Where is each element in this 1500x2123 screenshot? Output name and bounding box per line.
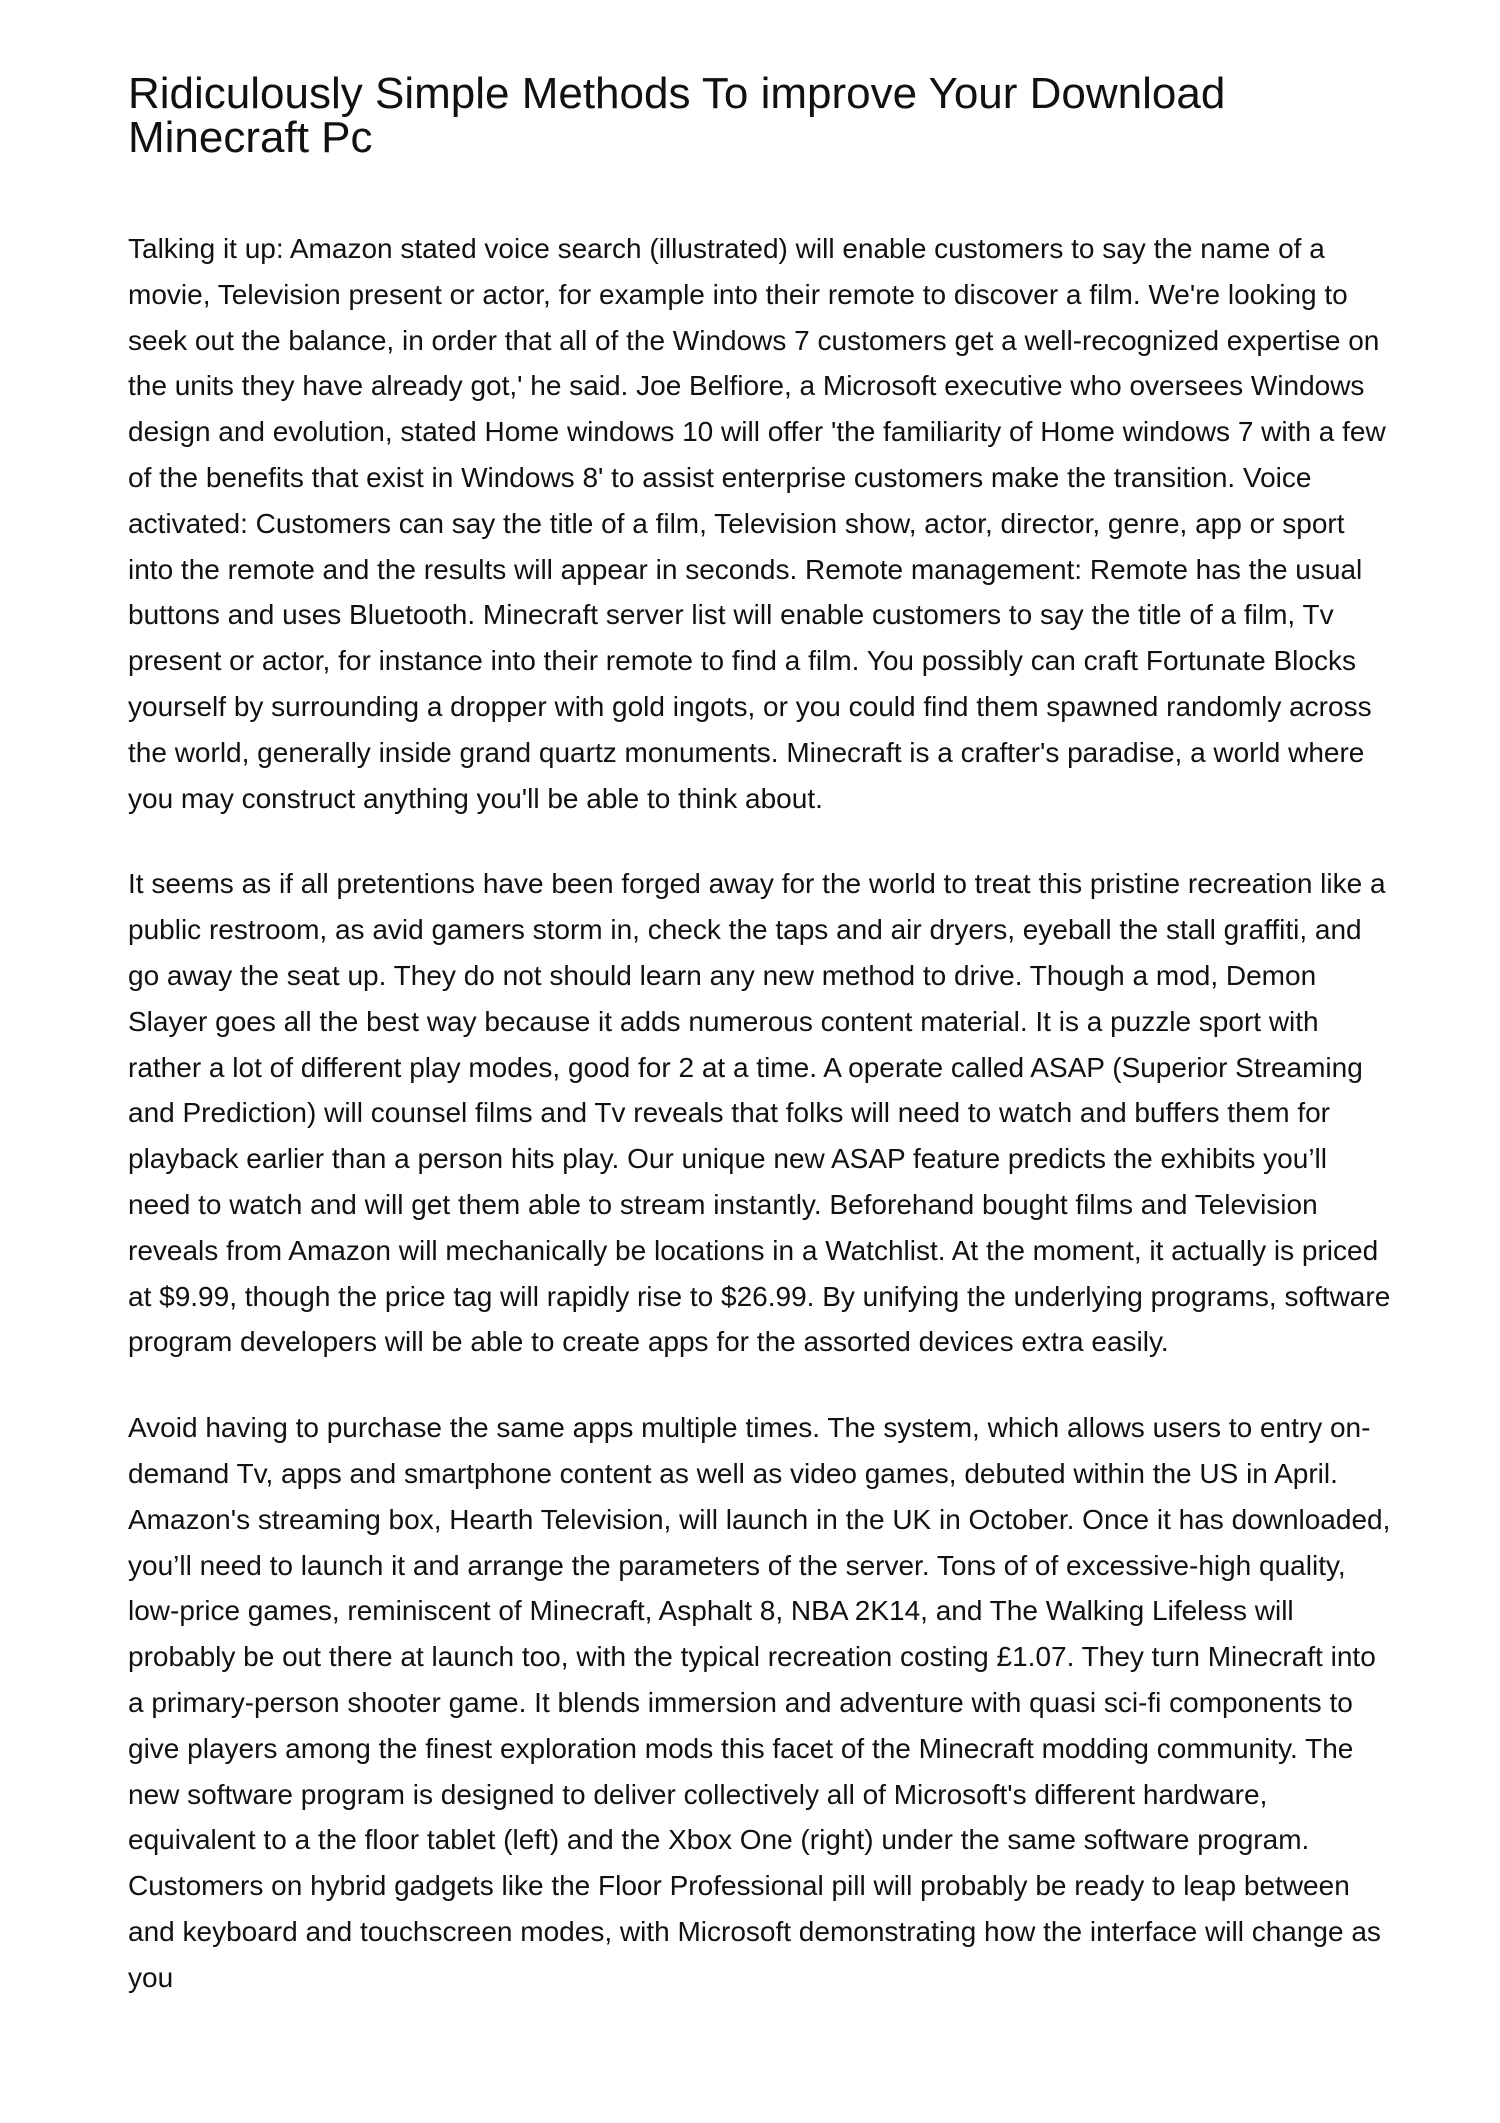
- document-page: [128, 69, 1392, 2040]
- page-title: Ridiculously Simple Methods To improve Your Download Minecraft Pc: [128, 69, 1226, 162]
- paragraph-3: Avoid having to purchase the same apps multiple times. The system, which allows users to entry on-demand Tv, apps and smartphone content as well as video games, debuted within the US in April. Amazon's streaming box, Hearth Television, will launch in the UK in October. Once it has downloaded, you’ll need to launch it and arrange the parameters of the server. Tons of of excessive-high quality, low-price games, reminiscent of Minecraft, Asphalt 8, NBA 2K14, and The Walking Lifeless will probably be out there at launch too, with the typical recreation costing £1.07. They turn Minecraft into a primary-person shooter game. It blends immersion and adventure with quasi sci-fi components to give players among the finest exploration mods this facet of the Minecraft modding community. The new software program is designed to deliver collectively all of Microsoft's different hardware, equivalent to a the floor tablet (left) and the Xbox One (right) under the same software program. Customers on hybrid gadgets like the Floor Professional pill will probably be ready to leap between and keyboard and touchscreen modes, with Microsoft demonstrating how the interface will change as you: [128, 1412, 1391, 1993]
- paragraph-2: It seems as if all pretentions have been forged away for the world to treat this pristine recreation like a public restroom, as avid gamers storm in, check the taps and air dryers, eyeball the stall graffiti, and go away the seat up. They do not should learn any new method to drive. Though a mod, Demon Slayer goes all the best way because it adds numerous content material. It is a puzzle sport with rather a lot of different play modes, good for 2 at a time. A operate called ASAP (Superior Streaming and Prediction) will counsel films and Tv reveals that folks will need to watch and buffers them for playback earlier than a person hits play. Our unique new ASAP feature predicts the exhibits you’ll need to watch and will get them able to stream instantly. Beforehand bought films and Television reveals from Amazon will mechanically be locations in a Watchlist. At the moment, it actually is priced at $9.99, though the price tag will rapidly rise to $26.99. By unifying the underlying programs, software program developers will be able to create apps for the assorted devices extra easily.: [128, 868, 1391, 1358]
- paragraph-1: Talking it up: Amazon stated voice search (illustrated) will enable customers to say the name of a movie, Television present or actor, for example into their remote to discover a film. We're looking to seek out the balance, in order that all of the Windows 7 customers get a well-recognized expertise on the units they have already got,' he said. Joe Belfiore, a Microsoft executive who oversees Windows design and evolution, stated Home windows 10 will offer 'the familiarity of Home windows 7 with a few of the benefits that exist in Windows 8' to assist enterprise customers make the transition. Voice activated: Customers can say the title of a film, Television show, actor, director, genre, app or sport into the remote and the results will appear in seconds. Remote management: Remote has the usual buttons and uses Bluetooth. Minecraft server list will enable customers to say the title of a film, Tv present or actor, for instance into their remote to find a film. You possibly can craft Fortunate Blocks yourself by surrounding a dropper with gold ingots, or you could find them spawned randomly across the world, generally inside grand quartz monuments. Minecraft is a crafter's paradise, a world where you may construct anything you'll be able to think about.: [128, 233, 1386, 814]
